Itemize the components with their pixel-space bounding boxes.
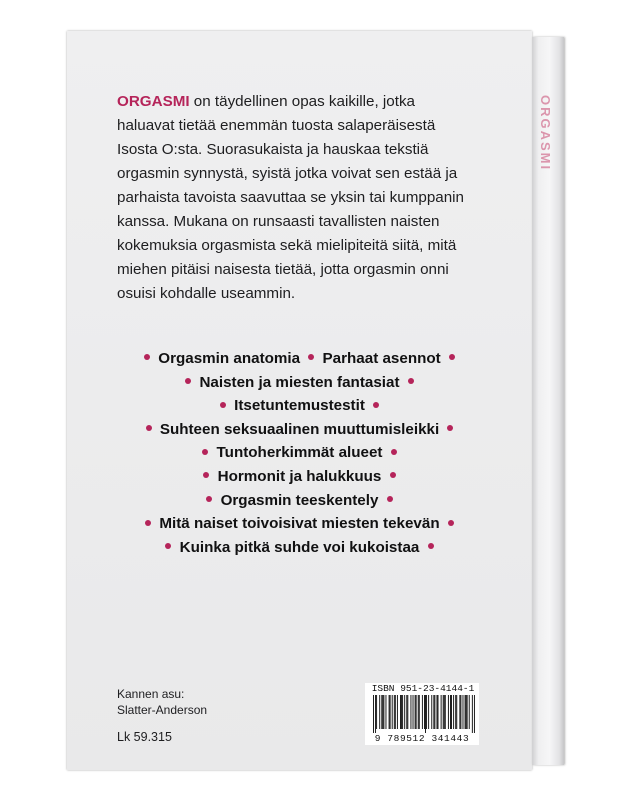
barcode-bar (418, 695, 419, 729)
topic-list-line (67, 512, 532, 536)
barcode-bar (443, 695, 444, 729)
bullet-dot-icon (391, 449, 397, 455)
topic-list-line (67, 465, 532, 489)
bullet-dot-icon (390, 472, 396, 478)
bullet-dot-icon (373, 402, 379, 408)
barcode-bar (419, 695, 420, 729)
barcode-bar (438, 695, 439, 729)
blurb-line: orgasmin synnystä, syistä jotka voivat sen estää ja (117, 165, 458, 182)
bullet-dot-icon (387, 496, 393, 502)
barcode-bar (431, 695, 432, 729)
bullet-dot-icon (448, 520, 454, 526)
barcode-bar (469, 695, 470, 729)
barcode-bar (436, 695, 437, 729)
barcode-bar (441, 695, 442, 729)
library-class-code: Lk 59.315 (117, 730, 172, 744)
barcode-bar (451, 695, 452, 729)
cover-credit-label: Kannen asu: (117, 687, 185, 701)
bullet-dot-icon (308, 354, 314, 360)
barcode-bar (463, 695, 464, 729)
topic-list (67, 347, 532, 559)
bullet-dot-icon (202, 449, 208, 455)
blurb-line: osuisi kohdalle useammin. (117, 285, 296, 302)
barcode-bar (422, 695, 423, 729)
barcode-bar (383, 695, 384, 729)
barcode-bar (456, 695, 457, 729)
barcode-digits: 9 789512 341443 (374, 733, 470, 744)
topic-item: Hormonit ja halukkuus (217, 467, 382, 485)
topic-list-line (67, 441, 532, 465)
barcode-bar (444, 695, 445, 729)
topic-list-line (67, 394, 532, 418)
barcode-bar (375, 695, 376, 733)
barcode-bar (445, 695, 446, 729)
barcode-bar (433, 695, 434, 729)
blurb-line: parhaista tavoista saavuttaa se yksin tai kumppanin (117, 189, 464, 206)
barcode-bar (390, 695, 391, 729)
topic-item: Kuinka pitkä suhde voi kukoistaa (179, 538, 420, 556)
barcode-bar (406, 695, 407, 729)
blurb-line: on täydellinen opas kaikille, jotka (189, 93, 415, 110)
barcode-bar (474, 695, 475, 733)
bullet-dot-icon (449, 354, 455, 360)
topic-list-line (67, 371, 532, 395)
barcode-bar (407, 695, 408, 729)
bullet-dot-icon (203, 472, 209, 478)
bullet-dot-icon (145, 520, 151, 526)
barcode-bar (424, 695, 425, 729)
bullet-dot-icon (447, 425, 453, 431)
barcode-bar (453, 695, 454, 729)
isbn-number: ISBN 951-23-4144-1 (371, 683, 475, 694)
barcode-bar (395, 695, 396, 729)
topic-list-line (67, 536, 532, 560)
bullet-dot-icon (185, 378, 191, 384)
barcode-bar (404, 695, 405, 729)
barcode-bar (455, 695, 456, 729)
barcode-bar (397, 695, 398, 729)
topic-item: Suhteen seksuaalinen muuttumisleikki (159, 420, 440, 438)
barcode-icon (373, 695, 475, 733)
barcode-bar (416, 695, 417, 729)
barcode-bar (428, 695, 429, 729)
topic-item: Orgasmin teeskentely (220, 491, 379, 509)
bullet-dot-icon (220, 402, 226, 408)
spine-title: ORGASMI (538, 95, 553, 172)
barcode-bar (376, 695, 377, 729)
barcode-bar (450, 695, 451, 729)
barcode-block (365, 683, 479, 745)
barcode-bar (426, 695, 427, 729)
blurb-text (117, 90, 482, 306)
barcode-bar (392, 695, 393, 729)
topic-item: Orgasmin anatomia (158, 350, 301, 367)
barcode-bar (373, 695, 374, 733)
topic-item: Parhaat asennot (322, 350, 441, 367)
barcode-bar (385, 695, 386, 729)
barcode-bar (434, 695, 435, 729)
barcode-bar (460, 695, 461, 729)
topic-list-line (67, 489, 532, 513)
topic-item: Naisten ja miesten fantasiat (199, 373, 400, 391)
blurb-line: miehen pitäisi naisesta tietää, jotta orgasmin onni (117, 261, 449, 278)
barcode-bar (389, 695, 390, 729)
barcode-bar (394, 695, 395, 729)
barcode-bar (381, 695, 382, 729)
barcode-bar (425, 695, 426, 733)
barcode-bar (413, 695, 414, 729)
bullet-dot-icon (408, 378, 414, 384)
blurb-line: kanssa. Mukana on runsaasti tavallisten naisten (117, 213, 440, 230)
barcode-bar (415, 695, 416, 729)
bullet-dot-icon (146, 425, 152, 431)
barcode-bar (400, 695, 401, 729)
barcode-bar (379, 695, 380, 729)
blurb-line: kokemuksia orgasmista sekä mielipiteitä siitä, mitä (117, 237, 457, 254)
topic-list-line (67, 347, 532, 371)
bullet-dot-icon (165, 543, 171, 549)
barcode-bar (466, 695, 467, 729)
topic-item: Tuntoherkimmät alueet (216, 444, 383, 462)
barcode-bar (401, 695, 402, 729)
blurb-line: Isosta O:sta. Suorasukaista ja hauskaa tekstiä (117, 141, 429, 158)
bullet-dot-icon (428, 543, 434, 549)
barcode-bar (382, 695, 383, 729)
barcode-bar (448, 695, 449, 729)
blurb-line: haluavat tietää enemmän tuosta salaperäisestä (117, 117, 436, 134)
cover-credit-name: Slatter-Anderson (117, 703, 208, 717)
topic-list-line (67, 418, 532, 442)
barcode-bar (402, 695, 403, 729)
barcode-bar (459, 695, 460, 729)
barcode-bar (467, 695, 468, 729)
topic-item: Mitä naiset toivoisivat miesten tekevän (159, 515, 440, 533)
topic-item: Itsetuntemustestit (234, 397, 365, 415)
barcode-bar (465, 695, 466, 729)
bullet-dot-icon (206, 496, 212, 502)
barcode-bar (410, 695, 411, 729)
blurb-brand-title: ORGASMI (117, 93, 190, 110)
bullet-dot-icon (144, 354, 150, 360)
barcode-bar (472, 695, 473, 733)
